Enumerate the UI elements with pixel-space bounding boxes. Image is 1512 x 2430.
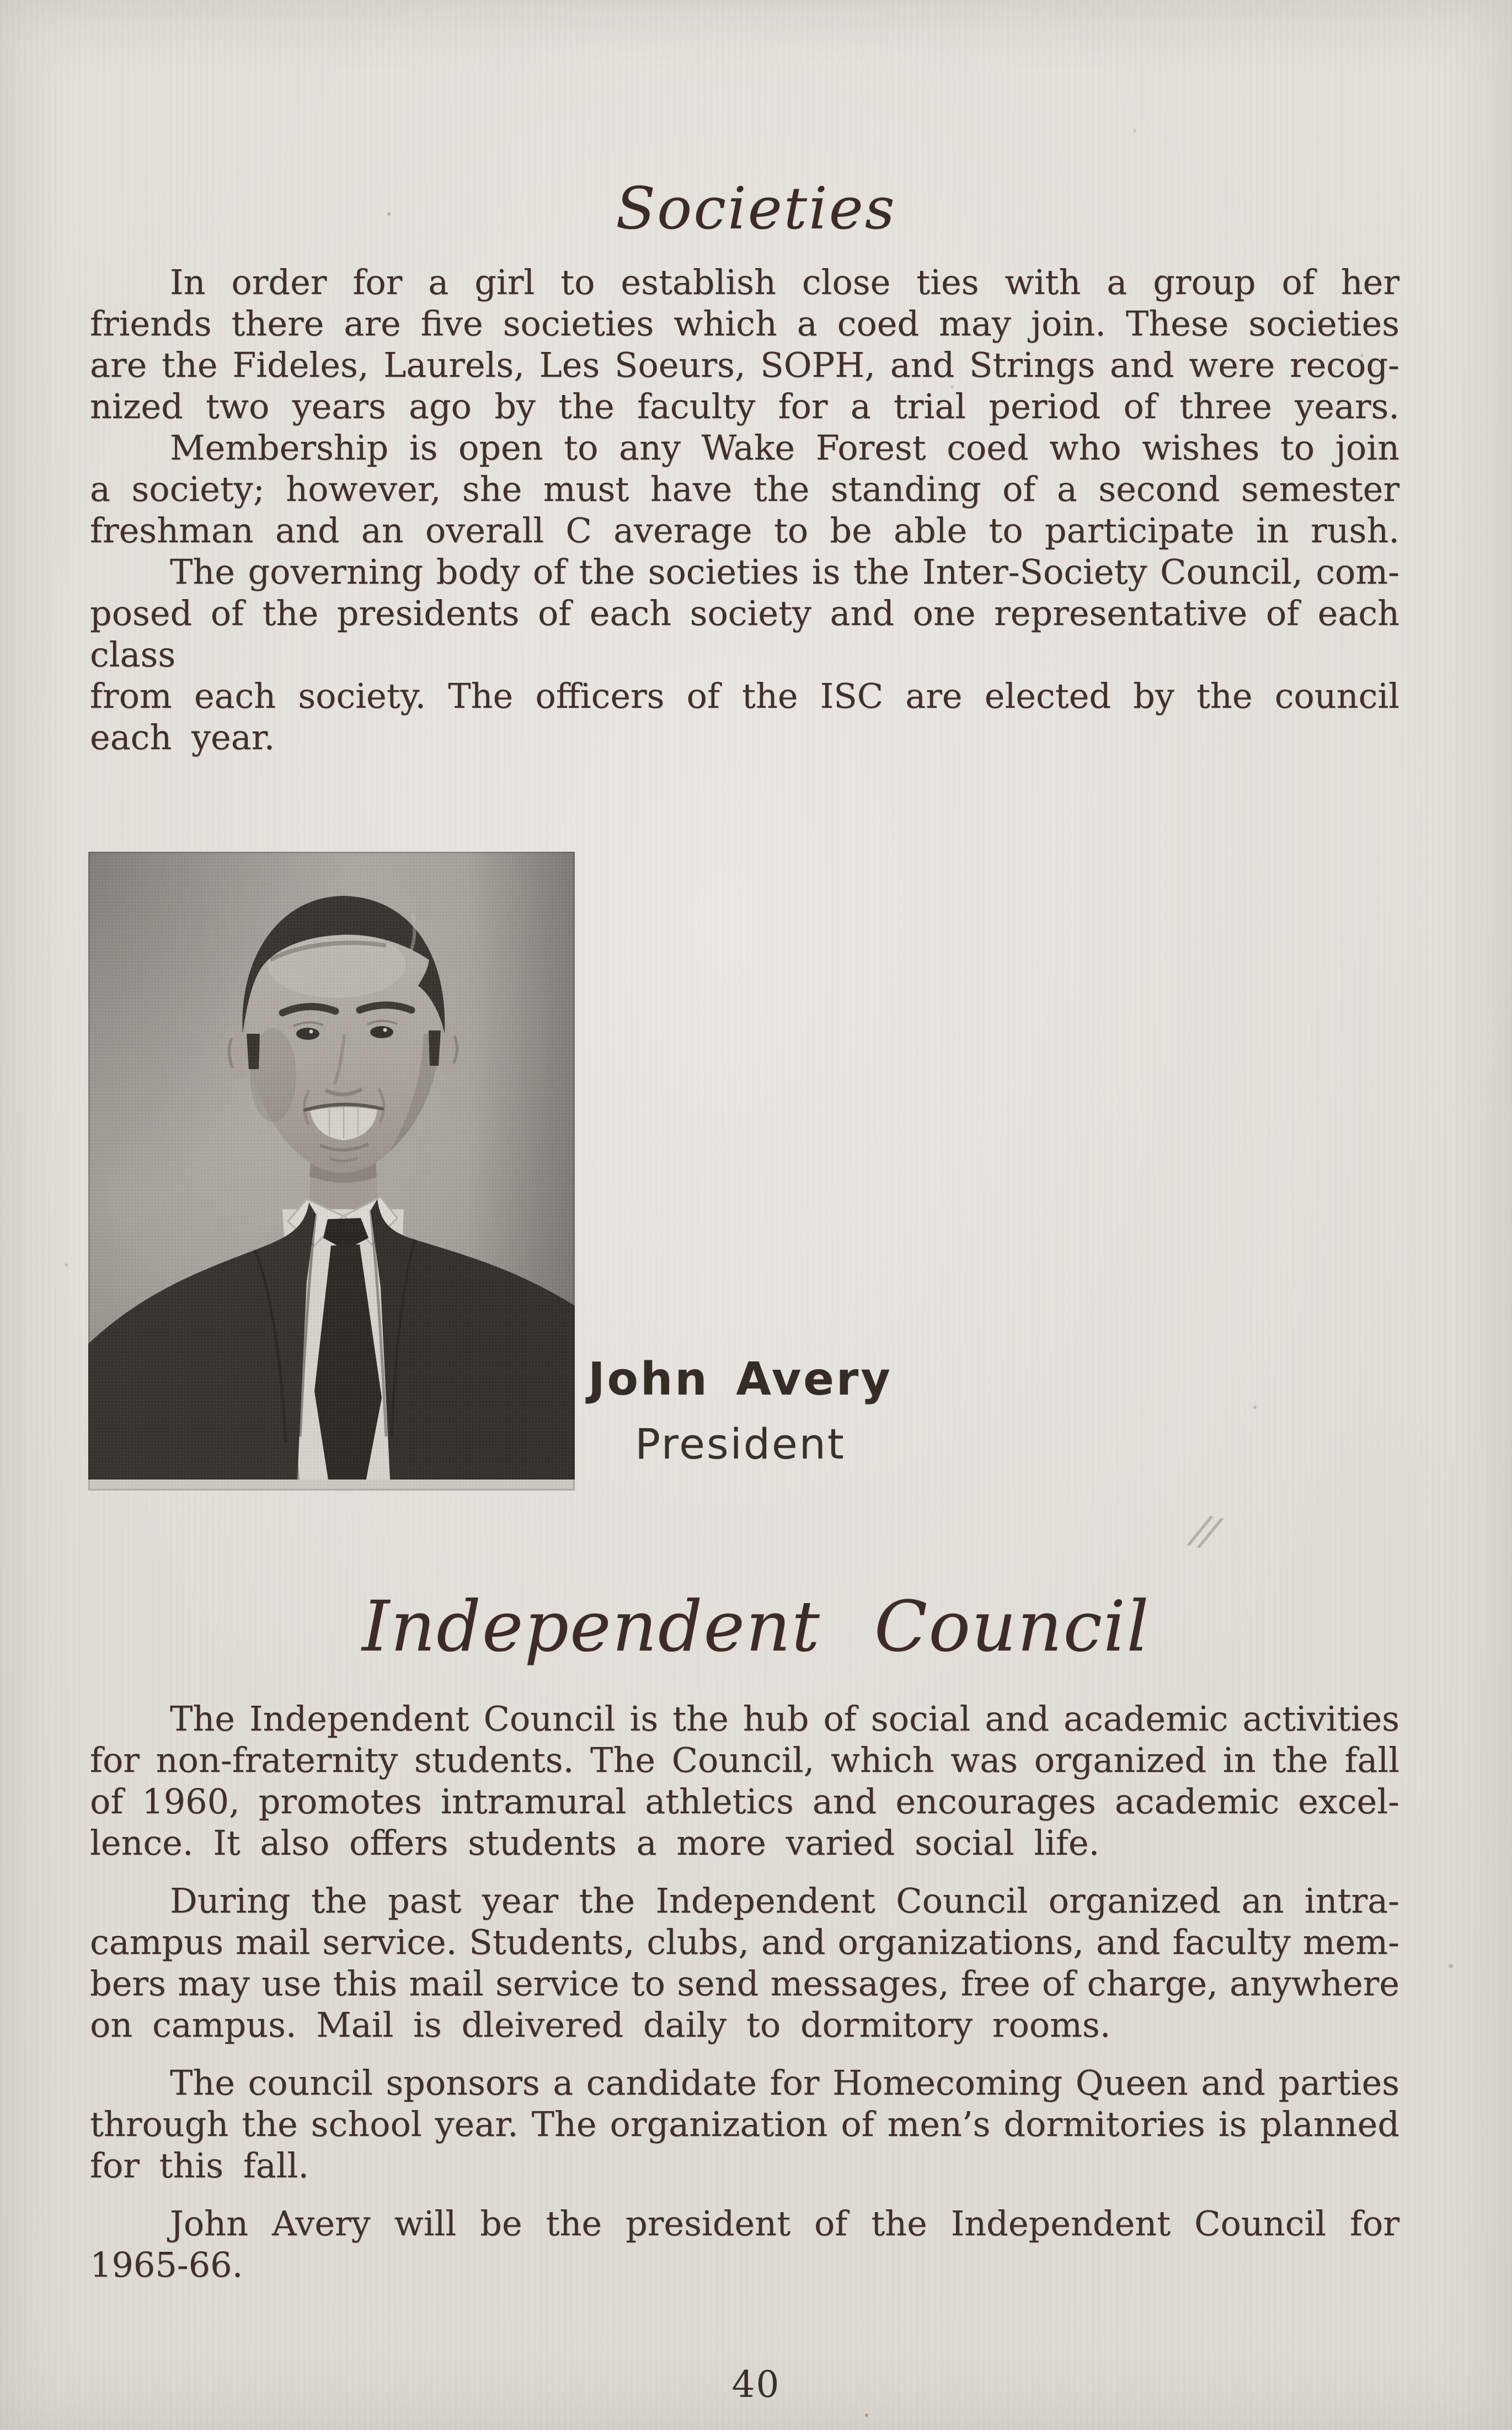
caption-name: John Avery xyxy=(588,1353,893,1406)
paragraph xyxy=(90,551,1399,758)
photo-texture xyxy=(88,852,575,1491)
text-line: The governing body of the societies is the Inter-Society Council, com- xyxy=(170,552,1399,592)
text-line: Membership is open to any Wake Forest coed who wishes to join xyxy=(170,428,1399,468)
section-title-societies: Societies xyxy=(616,175,896,242)
text-line: campus mail service. Students, clubs, and organizations, and faculty mem- xyxy=(90,1922,1399,1962)
text-line: John Avery will be the president of the Independent Council for xyxy=(170,2203,1399,2244)
page-number: 40 xyxy=(731,2363,781,2406)
text-line: bers may use this mail service to send messages, free of charge, anywhere xyxy=(90,1963,1399,2004)
text-line: During the past year the Independent Council organized an intra- xyxy=(170,1881,1399,1921)
paragraph xyxy=(90,2062,1399,2186)
paragraph xyxy=(90,1698,1399,1863)
text-line: for this fall. xyxy=(90,2145,309,2186)
societies-text xyxy=(90,261,1399,758)
portrait-caption xyxy=(586,1353,895,1468)
pencil-mark: // xyxy=(1188,1505,1219,1556)
text-line: The Independent Council is the hub of social and academic activities xyxy=(170,1699,1399,1739)
text-line: posed of the presidents of each society and one representative of each class xyxy=(90,593,1399,675)
text-line: nized two years ago by the faculty for a trial period of three years. xyxy=(90,386,1399,426)
paragraph xyxy=(90,261,1399,427)
text-line: lence. It also offers students a more varied social life. xyxy=(90,1823,1100,1863)
text-line: are the Fideles, Laurels, Les Soeurs, SOPH, and Strings and were recog- xyxy=(90,345,1399,385)
text-line: freshman and an overall C average to be able to participate in rush. xyxy=(90,510,1399,551)
scan-specks xyxy=(0,0,2,2)
portrait-photo xyxy=(88,852,575,1491)
text-line: a society; however, she must have the standing of a second semester xyxy=(90,469,1399,509)
caption-role: President xyxy=(635,1419,846,1468)
section-title-independent-council: Independent Council xyxy=(362,1586,1150,1667)
text-line: each year. xyxy=(90,717,275,757)
text-line: on campus. Mail is dleivered daily to dormitory rooms. xyxy=(90,2005,1111,2045)
independent-council-text xyxy=(90,1698,1399,2285)
text-line: through the school year. The organization of men’s dormitories is planned xyxy=(90,2104,1399,2144)
text-line: for non-fraternity students. The Council, which was organized in the fall xyxy=(90,1740,1399,1780)
paragraph xyxy=(90,2203,1399,2285)
text-line: of 1960, promotes intramural athletics and encourages academic excel- xyxy=(90,1781,1399,1822)
text-line: The council sponsors a candidate for Homecoming Queen and parties xyxy=(170,2063,1399,2103)
portrait-photo-illustration xyxy=(88,852,575,1491)
paragraph xyxy=(90,1880,1399,2046)
text-line: In order for a girl to establish close ties with a group of her xyxy=(170,262,1399,302)
paragraph xyxy=(90,427,1399,551)
text-line: 1965-66. xyxy=(90,2245,243,2285)
text-line: from each society. The officers of the ISC are elected by the council xyxy=(90,676,1399,716)
text-line: friends there are five societies which a coed may join. These societies xyxy=(90,303,1399,344)
